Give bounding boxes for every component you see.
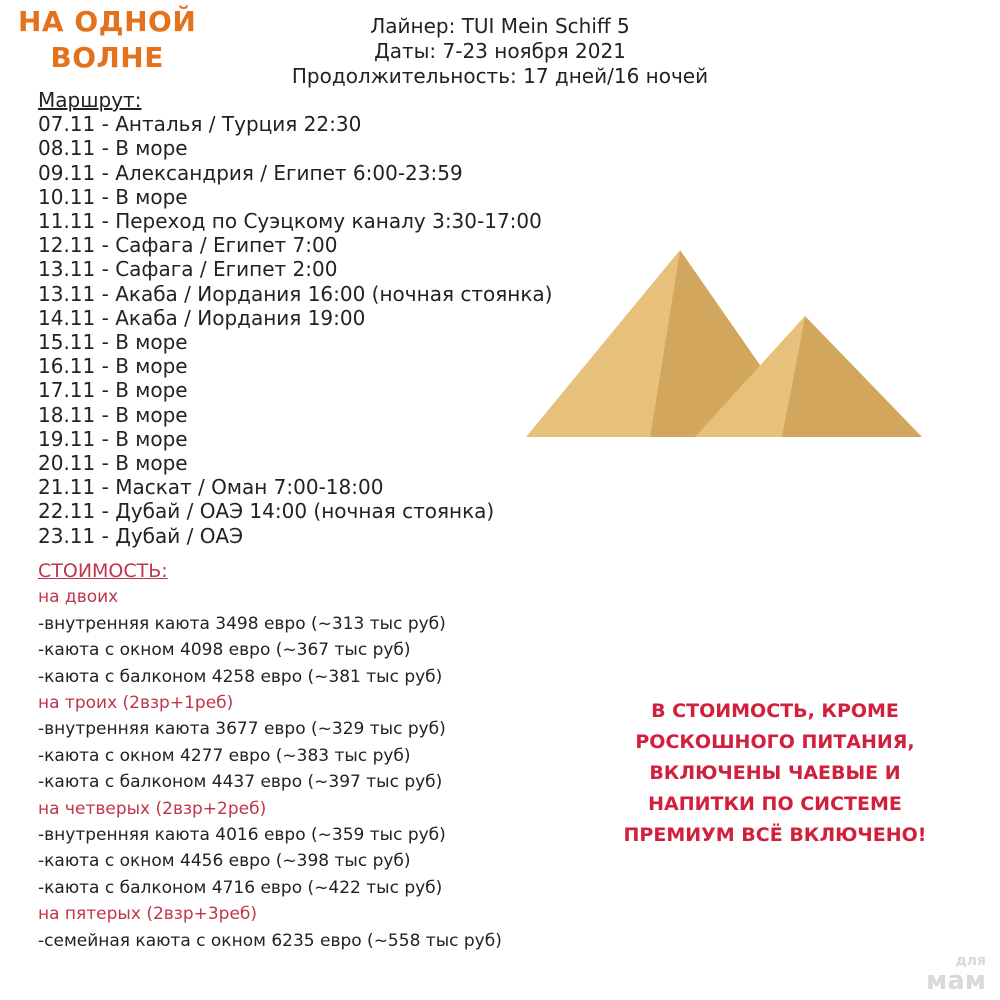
cruise-duration: Продолжительность: 17 дней/16 ночей bbox=[291, 64, 709, 88]
cost-group-label: на пятерых (2взр+3реб) bbox=[38, 904, 258, 925]
route-item: 20.11 - В море bbox=[38, 451, 188, 476]
cost-item: -каюта с окном 4277 евро (~383 тыс руб) bbox=[38, 745, 411, 766]
route-item: 10.11 - В море bbox=[38, 184, 188, 209]
route-item: 18.11 - В море bbox=[38, 402, 188, 427]
cost-group-label: на двоих bbox=[38, 587, 119, 608]
cost-group-label: на четверых (2взр+2реб) bbox=[38, 798, 267, 819]
header bbox=[270, 14, 730, 89]
cost-item: -семейная каюта с окном 6235 евро (~558 тыс руб) bbox=[38, 930, 502, 951]
cost-item: -внутренняя каюта 3498 евро (~313 тыс руб) bbox=[38, 613, 446, 634]
route-heading: Маршрут: bbox=[38, 88, 142, 112]
route-item: 19.11 - В море bbox=[38, 426, 188, 451]
route-item: 08.11 - В море bbox=[38, 136, 188, 161]
cost-item: -каюта с окном 4456 евро (~398 тыс руб) bbox=[38, 851, 411, 872]
small-pyramid-shadow-face bbox=[782, 316, 922, 437]
note-line: В СТОИМОСТЬ, КРОМЕ bbox=[651, 700, 899, 722]
route-item: 07.11 - Анталья / Турция 22:30 bbox=[38, 112, 362, 137]
inclusions-note bbox=[590, 696, 960, 851]
route-item: 17.11 - В море bbox=[38, 378, 188, 403]
cost-section bbox=[38, 558, 502, 954]
logo bbox=[18, 4, 196, 76]
route-item: 13.11 - Акаба / Иордания 16:00 (ночная стоянка) bbox=[38, 281, 553, 306]
route-item: 15.11 - В море bbox=[38, 330, 188, 355]
cost-item: -каюта с балконом 4437 евро (~397 тыс руб) bbox=[38, 772, 443, 793]
liner-name: Лайнер: TUI Mein Schiff 5 bbox=[370, 14, 630, 38]
cost-item: -внутренняя каюта 3677 евро (~329 тыс руб) bbox=[38, 719, 446, 740]
cost-item: -каюта с балконом 4258 евро (~381 тыс руб) bbox=[38, 666, 443, 687]
note-line: ПРЕМИУМ ВСЁ ВКЛЮЧЕНО! bbox=[623, 824, 927, 846]
watermark-big: мам bbox=[925, 966, 986, 996]
pyramids-illustration bbox=[520, 240, 930, 445]
watermark bbox=[926, 954, 986, 994]
route-section bbox=[38, 88, 552, 548]
cost-heading: СТОИМОСТЬ: bbox=[38, 560, 168, 582]
cost-item: -каюта с окном 4098 евро (~367 тыс руб) bbox=[38, 640, 411, 661]
watermark-small: для bbox=[955, 953, 986, 969]
route-item: 23.11 - Дубай / ОАЭ bbox=[38, 523, 244, 548]
cost-item: -каюта с балконом 4716 евро (~422 тыс руб) bbox=[38, 877, 443, 898]
route-item: 22.11 - Дубай / ОАЭ 14:00 (ночная стоянка) bbox=[38, 499, 495, 524]
cruise-dates: Даты: 7-23 ноября 2021 bbox=[374, 39, 626, 63]
note-line: НАПИТКИ ПО СИСТЕМЕ bbox=[648, 793, 902, 815]
note-line: РОСКОШНОГО ПИТАНИЯ, bbox=[635, 731, 915, 753]
route-item: 11.11 - Переход по Суэцкому каналу 3:30-17:00 bbox=[38, 209, 542, 234]
route-item: 14.11 - Акаба / Иордания 19:00 bbox=[38, 305, 366, 330]
cost-group-label: на троих (2взр+1реб) bbox=[38, 693, 234, 714]
route-item: 21.11 - Маскат / Оман 7:00-18:00 bbox=[38, 475, 384, 500]
logo-line-1: НА ОДНОЙ bbox=[18, 5, 197, 38]
route-item: 16.11 - В море bbox=[38, 354, 188, 379]
logo-line-2: ВОЛНЕ bbox=[50, 41, 164, 74]
route-item: 12.11 - Сафага / Египет 7:00 bbox=[38, 233, 338, 258]
route-item: 09.11 - Александрия / Египет 6:00-23:59 bbox=[38, 160, 463, 185]
cost-item: -внутренняя каюта 4016 евро (~359 тыс руб) bbox=[38, 825, 446, 846]
route-item: 13.11 - Сафага / Египет 2:00 bbox=[38, 257, 338, 282]
note-line: ВКЛЮЧЕНЫ ЧАЕВЫЕ И bbox=[649, 762, 901, 784]
